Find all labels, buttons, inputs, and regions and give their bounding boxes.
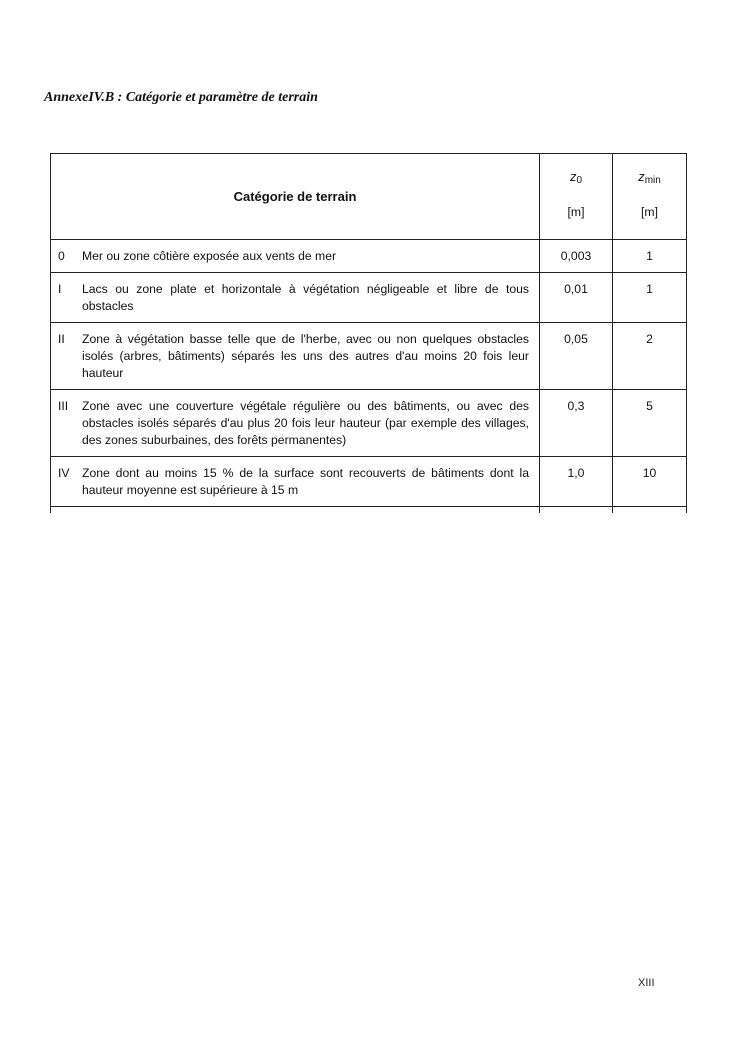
z0-value: 0,01 <box>540 273 613 323</box>
z0-subscript: 0 <box>576 175 583 186</box>
category-description: Zone dont au moins 15 % de la surface sont recouverts de bâtiments dont la hauteur moyenne est supérieure à 15 m <box>82 466 529 497</box>
z0-value: 0,3 <box>540 390 613 457</box>
table-header-row <box>51 154 687 240</box>
category-cell <box>51 240 540 273</box>
category-code: III <box>58 399 69 413</box>
table-row <box>51 323 687 390</box>
table-row <box>51 273 687 323</box>
terrain-category-table <box>50 153 687 513</box>
category-cell <box>51 457 540 507</box>
zmin-value: 1 <box>613 240 687 273</box>
table-row <box>51 390 687 457</box>
category-description: Zone avec une couverture végétale régulière ou des bâtiments, ou avec des obstacles isolés séparés d'au plus 20 fois leur hauteur (par exemple des villages, des zones suburbaines, des forêts permanentes) <box>82 399 529 447</box>
zmin-value: 5 <box>613 390 687 457</box>
page-number: XIII <box>638 977 655 989</box>
table-row <box>51 240 687 273</box>
category-cell <box>51 390 540 457</box>
tail-cell <box>540 507 613 514</box>
table-tail-row <box>51 507 687 514</box>
z0-value: 1,0 <box>540 457 613 507</box>
category-cell <box>51 273 540 323</box>
zmin-value: 2 <box>613 323 687 390</box>
zmin-value: 10 <box>613 457 687 507</box>
tail-cell <box>613 507 687 514</box>
category-description: Lacs ou zone plate et horizontale à végétation négligeable et libre de tous obstacles <box>82 282 529 313</box>
zmin-symbol: z <box>638 169 645 184</box>
zmin-value: 1 <box>613 273 687 323</box>
zmin-subscript: min <box>644 175 661 186</box>
z0-symbol: z <box>569 169 577 184</box>
category-code: 0 <box>58 249 65 263</box>
z0-value: 0,003 <box>540 240 613 273</box>
category-description: Zone à végétation basse telle que de l'herbe, avec ou non quelques obstacles isolés (arbres, bâtiments) séparés les uns des autres d'au moins 20 fois leur hauteur <box>82 332 529 380</box>
header-zmin <box>613 154 687 240</box>
table-row <box>51 457 687 507</box>
zmin-unit: [m] <box>641 205 658 219</box>
category-code: I <box>58 282 62 296</box>
category-code: IV <box>58 466 70 480</box>
z0-unit: [m] <box>567 205 585 219</box>
annex-title: AnnexeIV.B : Catégorie et paramètre de terrain <box>44 90 318 105</box>
category-cell <box>51 323 540 390</box>
z0-value: 0,05 <box>540 323 613 390</box>
header-z0 <box>540 154 613 240</box>
category-code: II <box>58 332 65 346</box>
category-description: Mer ou zone côtière exposée aux vents de mer <box>82 249 337 263</box>
header-category: Catégorie de terrain <box>51 154 540 240</box>
tail-cell <box>51 507 540 514</box>
